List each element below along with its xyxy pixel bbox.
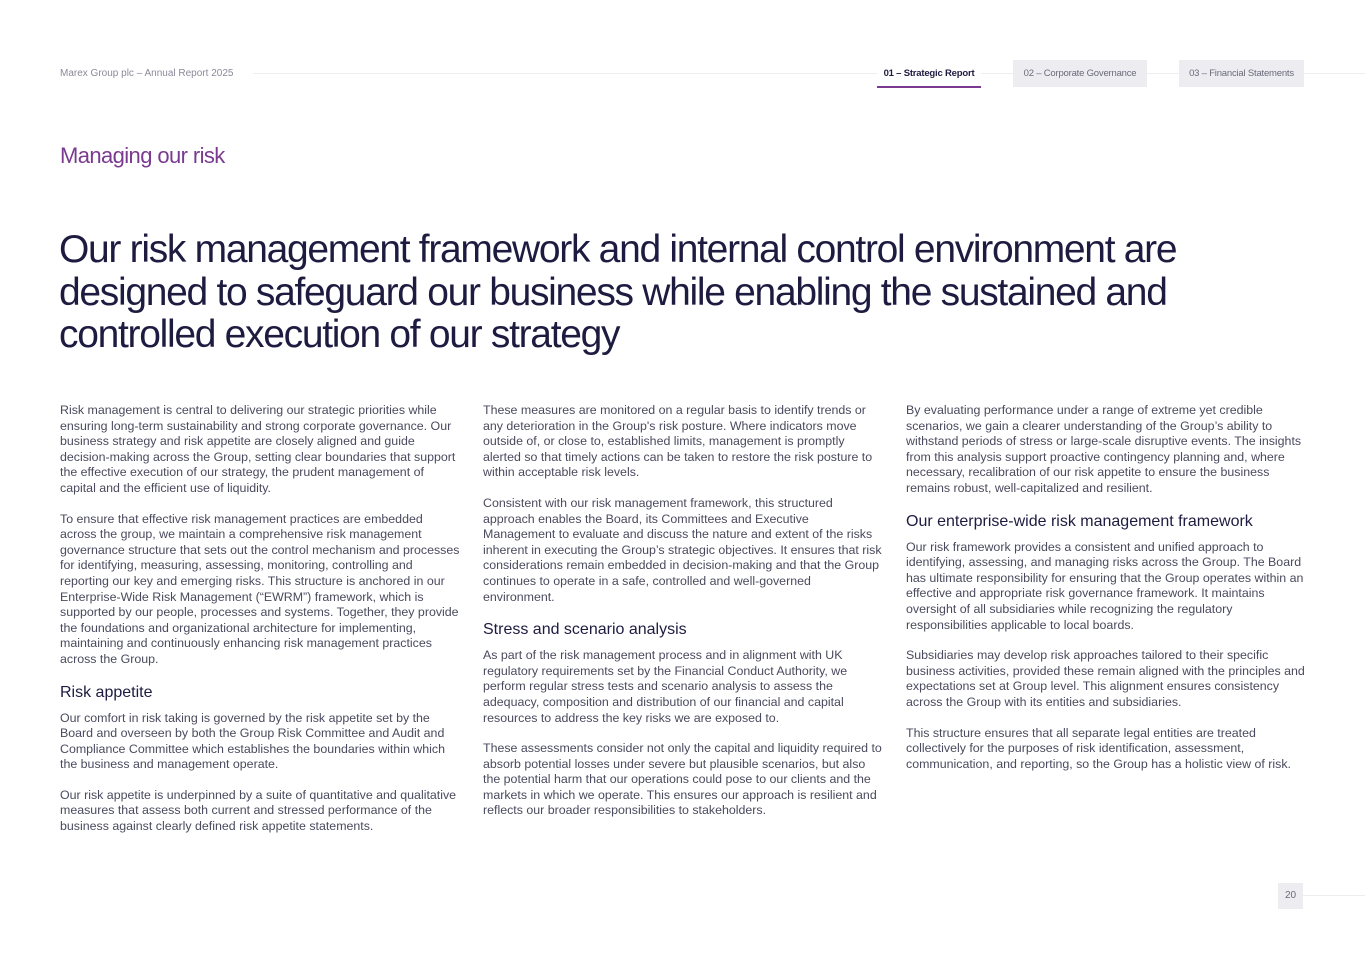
paragraph: These assessments consider not only the capital and liquidity required to absorb potential losses under severe but plausible scenarios, but also the potential harm that our operations could pose to our clients and the markets in which we operate. This ensures our approach is resilient and reflects our broader responsibilities to stakeholders. <box>483 741 882 818</box>
paragraph: Our risk framework provides a consistent and unified approach to identifying, assessing, and managing risks across the Group. The Board has ultimate responsibility for ensuring that the Group operates within an effective and appropriate risk governance framework. It maintains oversight of all subsidiaries while recognizing the regulatory responsibilities applicable to local boards. <box>906 539 1304 632</box>
paragraph: Our risk appetite is underpinned by a suite of quantitative and qualitative measures that assess both current and stressed performance of the business against clearly defined risk appetite statements. <box>60 787 457 834</box>
subheading-risk-appetite: Risk appetite <box>60 683 153 701</box>
text-column-1 <box>60 403 460 850</box>
report-section-tabs <box>0 60 1365 88</box>
paragraph: As part of the risk management process and in alignment with UK regulatory requirements set by the Financial Conduct Authority, we perform regular stress tests and scenario analysis to assess the adequacy, composition and distribution of our financial and capital resources to address the key risks we are exposed to. <box>483 648 848 725</box>
footer-divider <box>1303 895 1365 896</box>
subheading-stress-scenario: Stress and scenario analysis <box>483 621 687 639</box>
subheading-ewrm-framework: Our enterprise-wide risk management framework <box>906 512 1253 530</box>
report-name: Marex Group plc – Annual Report 2025 <box>60 68 245 79</box>
paragraph: To ensure that effective risk management practices are embedded across the group, we maintain a comprehensive risk management governance structure that sets out the control mechanism and processes for identifying, measuring, assessing, monitoring, controlling and reporting our key and emerging risks. This structure is anchored in our Enterprise-Wide Risk Management (“EWRM”) framework, which is supported by our people, processes and systems. Together, they provide the foundations and organizational architecture for implementing, maintaining and continuously enhancing risk management practices across the Group. <box>60 511 460 666</box>
tab-financial-statements[interactable]: 03 – Financial Statements <box>1179 60 1304 87</box>
page-number: 20 <box>1278 883 1303 909</box>
page-headline: Our risk management framework and internal control environment are designed to safeguard our business while enabling the sustained and controlled execution of our strategy <box>59 228 1177 356</box>
paragraph: By evaluating performance under a range of extreme yet credible scenarios, we gain a clearer understanding of the Group’s ability to withstand periods of stress or large-scale disruptive events. The insights from this analysis support proactive contingency planning and, where necessary, recalibration of our risk appetite to ensure the business remains robust, well-capitalized and resilient. <box>906 403 1302 495</box>
paragraph: This structure ensures that all separate legal entities are treated collectively for the purposes of risk identification, assessment, communication, and reporting, so the Group has a holistic view of risk. <box>906 725 1291 771</box>
paragraph: Risk management is central to delivering our strategic priorities while ensuring long-term sustainability and strong corporate governance. Our business strategy and risk appetite are closely aligned and guide decision-making across the Group, setting clear boundaries that support the effective execution of our strategy, the prudent management of capital and the efficient use of liquidity. <box>60 403 456 495</box>
text-column-2 <box>483 403 883 834</box>
section-title: Managing our risk <box>60 143 225 168</box>
tab-strategic-report[interactable]: 01 – Strategic Report <box>877 60 981 88</box>
paragraph: Subsidiaries may develop risk approaches tailored to their specific business activities, provided these remain aligned with the principles and expectations set at Group level. This alignment ensures consistency across the Group with its entities and subsidiaries. <box>906 648 1305 709</box>
paragraph: Consistent with our risk management framework, this structured approach enables the Board, its Committees and Executive Management to evaluate and discuss the nature and extent of the risks inherent in executing the Group’s strategic objectives. It ensures that risk considerations remain embedded in decision-making and that the Group continues to operate in a safe, controlled and well-governed environment. <box>483 495 882 604</box>
tab-corporate-governance[interactable]: 02 – Corporate Governance <box>1013 60 1147 87</box>
paragraph: Our comfort in risk taking is governed by the risk appetite set by the Board and overseen by both the Group Risk Committee and Audit and Compliance Committee which establishes the boundaries within which the business and management operate. <box>60 710 445 772</box>
text-column-3 <box>906 403 1306 787</box>
paragraph: These measures are monitored on a regular basis to identify trends or any deterioration in the Group's risk posture. Where indicators move outside of, or close to, established limits, management is promptly alerted so that timely actions can be taken to restore the risk posture to within acceptable risk levels. <box>483 403 873 480</box>
